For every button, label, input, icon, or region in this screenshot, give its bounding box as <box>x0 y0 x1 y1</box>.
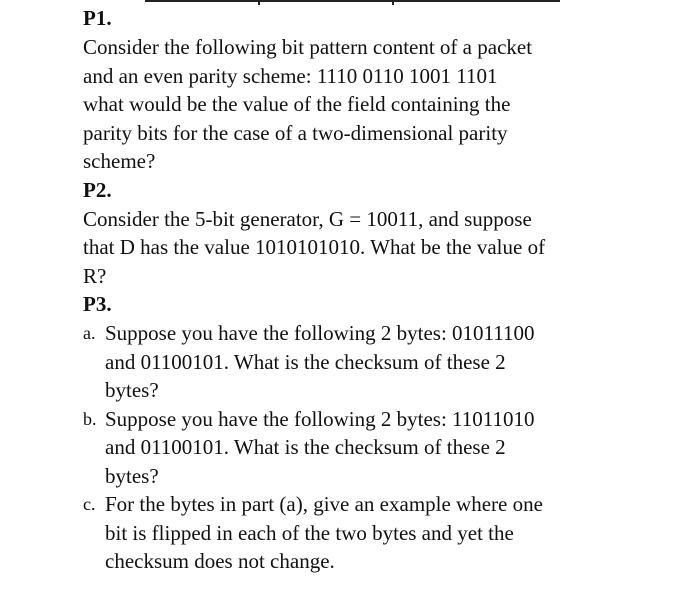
problem-p3 <box>83 290 683 576</box>
list-item <box>83 319 683 405</box>
problem-set <box>83 4 683 576</box>
problem-heading: P1. <box>83 6 112 30</box>
list-marker: b. <box>83 408 97 429</box>
sub-question-text: Suppose you have the following 2 bytes: 11011010 and 01100101. What is the checksum of these 2 bytes? <box>105 406 535 488</box>
cropped-text-underline <box>145 0 560 2</box>
problem-heading: P3. <box>83 292 112 316</box>
problem-p2 <box>83 176 683 291</box>
list-item <box>83 405 683 491</box>
sub-question-list <box>83 319 683 576</box>
list-marker: c. <box>83 494 96 514</box>
problem-p1 <box>83 4 683 176</box>
problem-text: Consider the following bit pattern content of a packet and an even parity scheme: 1110 0110 1001 1101 what would be the value of the field containing the parity bits for the case of a two-dimensional parity scheme? <box>83 35 533 173</box>
list-marker: a. <box>83 323 96 343</box>
sub-question-text: Suppose you have the following 2 bytes: 01011100 and 01100101. What is the checksum of these 2 bytes? <box>105 321 535 402</box>
sub-question-text: For the bytes in part (a), give an example where one bit is flipped in each of the two bytes and yet the checksum does not change. <box>105 492 543 573</box>
list-item <box>83 490 683 576</box>
problem-text: Consider the 5-bit generator, G = 10011, and suppose that D has the value 1010101010. What be the value of R? <box>83 206 546 288</box>
problem-heading: P2. <box>83 177 112 202</box>
